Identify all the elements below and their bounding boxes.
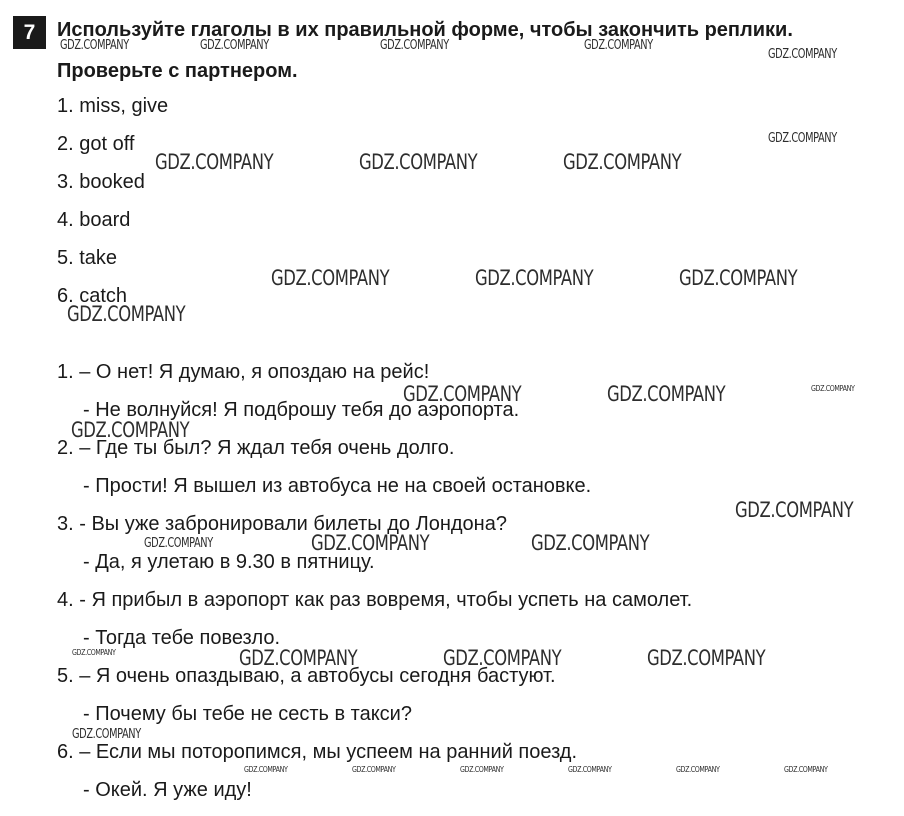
- watermark: GDZ.COMPANY: [72, 727, 141, 742]
- watermark: GDZ.COMPANY: [568, 765, 612, 774]
- watermark: GDZ.COMPANY: [271, 266, 390, 290]
- watermark: GDZ.COMPANY: [563, 150, 682, 174]
- watermark: GDZ.COMPANY: [155, 150, 274, 174]
- watermark: GDZ.COMPANY: [359, 150, 478, 174]
- dialogue-line-a: 4. - Я прибыл в аэропорт как раз вовремя, чтобы успеть на самолет.: [57, 589, 693, 611]
- answer-item: 4. board: [57, 209, 131, 231]
- dialogue-line-b: - Не волнуйся! Я подброшу тебя до аэропорта.: [83, 399, 520, 421]
- answer-item: 2. got off: [57, 133, 135, 155]
- watermark: GDZ.COMPANY: [784, 765, 828, 774]
- answer-item: 6. catch: [57, 285, 128, 307]
- watermark: GDZ.COMPANY: [443, 646, 562, 670]
- watermark: GDZ.COMPANY: [144, 536, 213, 551]
- dialogue-line-a: 6. – Если мы поторопимся, мы успеем на ранний поезд.: [57, 741, 578, 763]
- watermark: GDZ.COMPANY: [67, 302, 186, 326]
- dialogue-line-b: - Тогда тебе повезло.: [83, 627, 281, 649]
- dialogue-line-b: - Окей. Я уже иду!: [83, 779, 252, 801]
- dialogue-line-a: 3. - Вы уже забронировали билеты до Лондона?: [57, 513, 507, 535]
- watermark: GDZ.COMPANY: [531, 531, 650, 555]
- watermark: GDZ.COMPANY: [584, 38, 653, 53]
- instruction-line-1: Используйте глаголы в их правильной форме, чтобы закончить реплики.: [57, 19, 793, 41]
- exercise-number-badge: 7: [13, 16, 46, 49]
- watermark: GDZ.COMPANY: [735, 498, 854, 522]
- watermark: GDZ.COMPANY: [71, 418, 190, 442]
- watermark: GDZ.COMPANY: [311, 531, 430, 555]
- instruction-line-2: Проверьте с партнером.: [57, 60, 298, 82]
- watermark: GDZ.COMPANY: [200, 38, 269, 53]
- watermark: GDZ.COMPANY: [768, 47, 837, 62]
- watermark: GDZ.COMPANY: [679, 266, 798, 290]
- dialogue-line-a: 2. – Где ты был? Я ждал тебя очень долго.: [57, 437, 455, 459]
- answer-item: 3. booked: [57, 171, 145, 193]
- watermark: GDZ.COMPANY: [676, 765, 720, 774]
- dialogue-line-a: 5. – Я очень опаздываю, а автобусы сегодня бастуют.: [57, 665, 556, 687]
- watermark: GDZ.COMPANY: [72, 648, 116, 657]
- answer-item: 5. take: [57, 247, 118, 269]
- watermark: GDZ.COMPANY: [239, 646, 358, 670]
- watermark: GDZ.COMPANY: [768, 131, 837, 146]
- watermark: GDZ.COMPANY: [403, 382, 522, 406]
- watermark: GDZ.COMPANY: [607, 382, 726, 406]
- watermark: GDZ.COMPANY: [380, 38, 449, 53]
- watermark: GDZ.COMPANY: [475, 266, 594, 290]
- dialogue-line-b: - Прости! Я вышел из автобуса не на своей остановке.: [83, 475, 592, 497]
- watermark: GDZ.COMPANY: [60, 38, 129, 53]
- watermark: GDZ.COMPANY: [352, 765, 396, 774]
- answer-item: 1. miss, give: [57, 95, 169, 117]
- dialogue-line-a: 1. – О нет! Я думаю, я опоздаю на рейс!: [57, 361, 430, 383]
- watermark: GDZ.COMPANY: [647, 646, 766, 670]
- watermark: GDZ.COMPANY: [244, 765, 288, 774]
- dialogue-line-b: - Да, я улетаю в 9.30 в пятницу.: [83, 551, 375, 573]
- dialogue-line-b: - Почему бы тебе не сесть в такси?: [83, 703, 412, 725]
- watermark: GDZ.COMPANY: [811, 384, 855, 393]
- watermark: GDZ.COMPANY: [460, 765, 504, 774]
